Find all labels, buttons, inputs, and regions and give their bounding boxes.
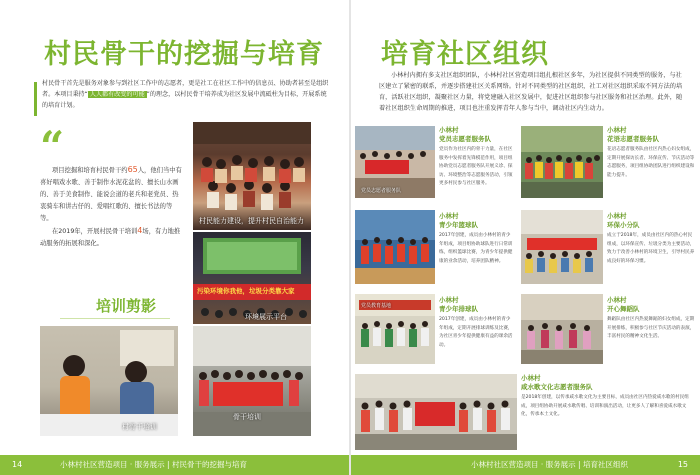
right-page-number: 15 — [677, 460, 688, 469]
group-desc-party: 党员作为社区内的骨干力量，在社区服务中发挥着先锋模范作用，项目组协助党员志愿者服务队开展义诊、探访、环境整治等志愿服务活动，引领更多村民参与社区服务。 — [439, 147, 513, 186]
intro-accent-bar — [34, 82, 37, 116]
women-illustration — [40, 326, 178, 436]
left-page-number: 14 — [12, 460, 23, 469]
left-page-title: 村民骨干的挖掘与培育 — [44, 39, 324, 70]
saltwater-song-illustration — [355, 374, 517, 450]
group-title-dance: 小林村 开心舞蹈队 — [607, 296, 640, 313]
right-footer — [351, 455, 700, 475]
photo-stage-banner — [193, 232, 311, 324]
photo-outdoor-group — [193, 326, 311, 436]
photo-flower-volunteers — [521, 126, 603, 198]
photo-saltwater-song-team — [355, 374, 517, 450]
training-subhead: 培训剪影 — [96, 297, 157, 315]
group-title-flower: 小林村 花语志愿者服务队 — [607, 126, 659, 143]
dance-team-illustration — [521, 294, 603, 364]
left-page — [0, 0, 349, 475]
flower-volunteers-illustration — [521, 126, 603, 198]
basketball-illustration — [355, 210, 435, 284]
right-footer-text: 小林村社区营造项目 · 服务展示 | 培育社区组织 — [471, 460, 628, 469]
stage-illustration — [193, 232, 311, 324]
group-title-volleyball: 小林村 青少年排球队 — [439, 296, 478, 313]
photo-women-training — [40, 326, 178, 436]
photo-caption: 村骨干培训 — [122, 423, 157, 431]
left-footer — [0, 455, 349, 475]
photo-caption: 村民能力建设，提升村民自治能力 — [199, 217, 304, 225]
trained-count: 65 — [127, 165, 138, 174]
photo-dance-team — [521, 294, 603, 364]
photo-party-volunteers — [355, 126, 435, 198]
photo-basketball-team — [355, 210, 435, 284]
photo-caption: 环境展示平台 — [245, 313, 287, 321]
subhead-divider — [60, 318, 170, 319]
left-body-text: 项目挖掘和培育村民骨干约65人，他们当中有喜好唱戏水歌、善于制作水泥花盆的、擅长山水画的、善于美食制作、能说会道的老兵和老党员、热衷骑车和讲古仔的、爱唱红歌的、擅长书法的等等。 在2019年，开展村民骨干培训4场，有力地推动服务的拓展和深化。 — [40, 165, 182, 247]
group-people-illustration — [193, 122, 311, 230]
photo-volleyball-team — [355, 294, 435, 364]
right-page-title: 培育社区组织 — [381, 39, 549, 70]
right-intro-text: 小林村内拥有多支社区组织团队，小林村社区营造项目组扎根社区多年，为社区提供不同类型的服务，与社区建立了紧密的联系，并逐步搭建社区关系网络。针对不同类型的社区组织，社工对社区组织采取不同方法的培育，活跃社区组织，凝聚社区力量，将党建融入社区发展中，促进社区组织参与社区服务和社区治理。此外，随着社区组织生命周期的推进，项目也注重发挥青年人参与当中，调动社区内生动力。 — [379, 72, 683, 112]
group-title-basketball: 小林村 青少年篮球队 — [439, 212, 478, 229]
photo-group-training — [193, 122, 311, 230]
eco-team-illustration — [521, 210, 603, 284]
group-title-saltwater-song: 小林村 咸水歌文化志愿者服务队 — [521, 374, 593, 391]
photo-label: 党员志愿者服务队 — [361, 188, 402, 194]
training-sessions-count: 4 — [137, 226, 143, 235]
left-intro-text: 村民骨干首先是服务对象参与到社区工作中的志愿者，更是社工在社区工作中的信息员、协助者甚至是组织者。本项目秉持“ 人人都有改变的可能 ”的理念，以村民骨干培养成为社区发展中流砥柱为目标，开展系统的培育计划。 — [42, 80, 329, 109]
left-footer-text: 小林村社区营造项目 · 服务展示 | 村民骨干的挖掘与培育 — [60, 460, 247, 469]
group-desc-volleyball: 2017年创建，成员由小林村的青少年组成，定期开展排球训练及比赛，为社区青少年提供健康有益的课余活动。 — [439, 317, 513, 348]
group-desc-dance: 舞蹈队由社区内热爱舞蹈的妇女组成，定期开展排练，积极参与社区节庆活动的表演，丰富村民的精神文化生活。 — [607, 317, 695, 339]
group-desc-saltwater-song: 是2018年创建，以传承咸水歌文化为主要目标，成员由社区内热爱咸水歌的村民组成，项目组协助开展咸水歌传唱、培训和演出活动，让更多人了解和喜爱咸水歌文化，传承本土文化。 — [521, 395, 689, 417]
banner-text: 污染环境你我他，垃圾分类靠大家 — [197, 287, 295, 295]
group-title-party: 小林村 党员志愿者服务队 — [439, 126, 491, 143]
group-title-eco: 小林村 环保小分队 — [607, 212, 640, 229]
photo-label: 党员教育基地 — [361, 303, 392, 309]
quote-mark-icon: “ — [40, 122, 65, 171]
intro-highlight: 人人都有改变的可能 — [89, 91, 145, 98]
group-desc-flower: 花语志愿者服务队由社区内热心妇女组成，定期开展探访长者、环保宣传、节庆活动等志愿服务，项目组协助团队进行组织建设和能力提升。 — [607, 147, 695, 178]
photo-eco-team — [521, 210, 603, 284]
right-page — [351, 0, 700, 475]
group-desc-basketball: 2017年创建，成员由小林村的青少年组成，项目组协助球队进行日常训练，组织篮球比赛，为青少年提供健康的业余活动，培养团队精神。 — [439, 233, 513, 264]
group-desc-eco: 成立于2018年，成员由社区内的热心村民组成，以环保宣传、垃圾分类为主要活动，致力于改善小林村的环境卫生，引导村民养成良好的环保习惯。 — [607, 233, 695, 264]
photo-caption: 骨干培训 — [233, 413, 261, 421]
